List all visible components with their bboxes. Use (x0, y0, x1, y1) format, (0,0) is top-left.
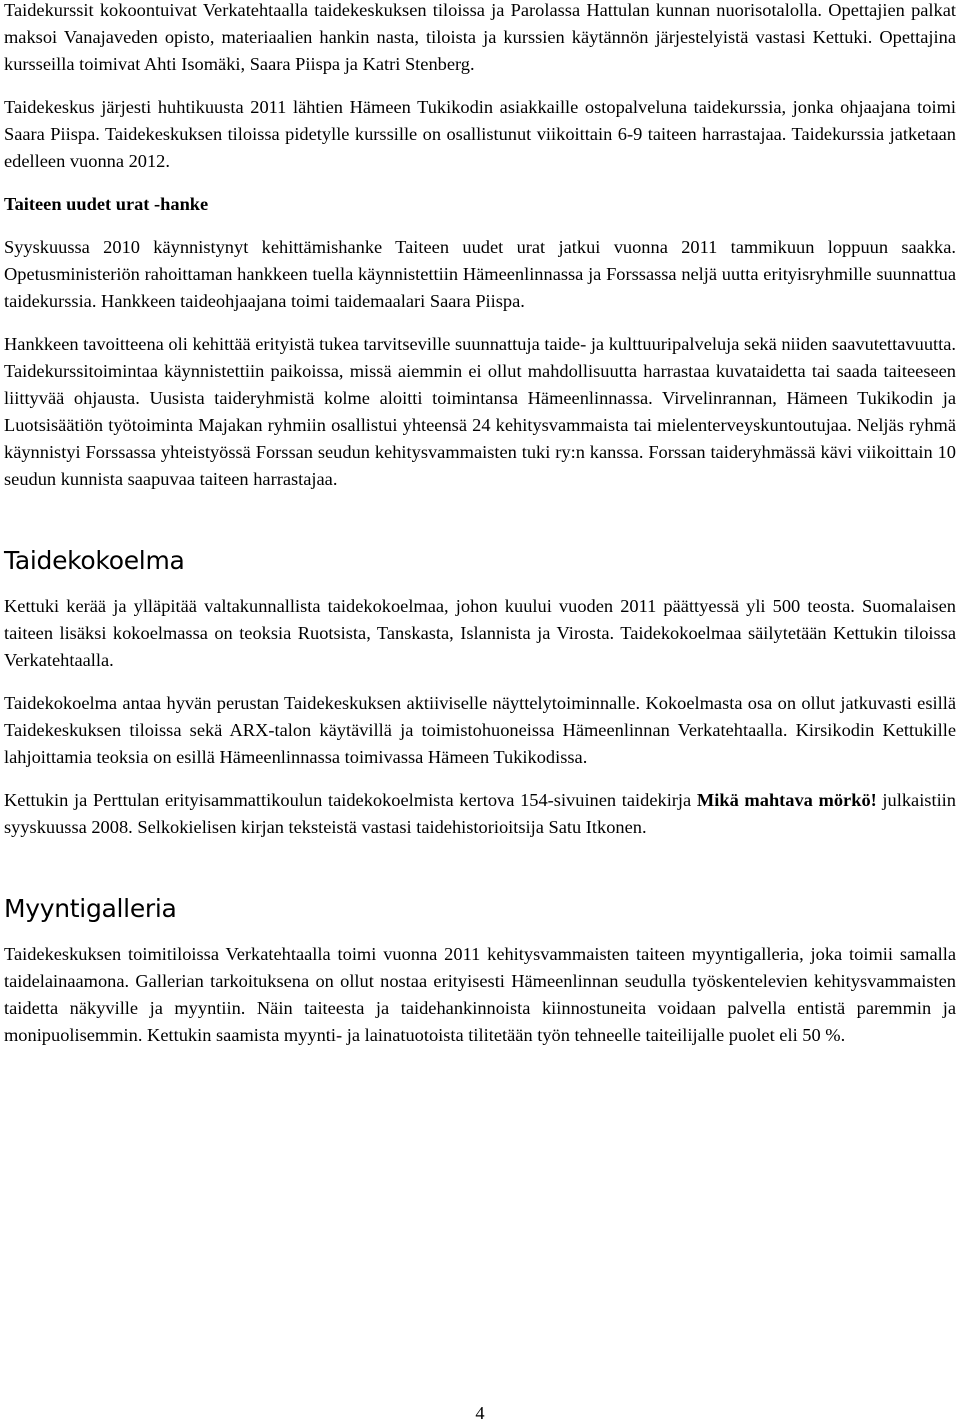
page-number: 4 (475, 1403, 485, 1423)
taidekokoelma-paragraph-1: Kettuki kerää ja ylläpitää valtakunnallista taidekokoelmaa, johon kuului vuoden 2011 päättyessä yli 500 teosta. Suomalaisen taiteen lisäksi kokoelmassa on teoksia Ruotsista, Tanskasta, Islannista ja Virosta. Taidekokoelmaa säilytetään Kettukin tiloissa Verkatehtaalla. (4, 596, 956, 670)
book-title: Mikä mahtava mörkö! (696, 790, 877, 810)
section-heading-taidekokoelma: Taidekokoelma (4, 546, 185, 575)
taidekokoelma-paragraph-2: Taidekokoelma antaa hyvän perustan Taidekeskuksen aktiiviselle näyttelytoiminnalle. Kokoelmasta osa on ollut jatkuvasti esillä Taidekeskuksen tiloissa sekä ARX-talon käytävillä ja toimistohuoneissa Hämeenlinnan Verkatehtaalla. Kirsikodin Kettukille lahjoittamia teoksia on esillä Hämeenlinnassa toimivassa Hämeen Tukikodissa. (4, 693, 956, 767)
intro-paragraph-1: Taidekurssit kokoontuivat Verkatehtaalla taidekeskuksen tiloissa ja Parolassa Hattulan kunnan nuorisotalolla. Opettajien palkat maksoi Vanajaveden opisto, materiaalien hankin nasta, tiloista ja kurssien käytännön järjestelyistä vastasi Kettuki. Opettajina kursseilla toimivat Ahti Isomäki, Saara Piispa ja Katri Stenberg. (4, 0, 956, 74)
taiteen-uudet-urat-paragraph-1: Syyskuussa 2010 käynnistynyt kehittämishanke Taiteen uudet urat jatkui vuonna 2011 tammikuun loppuun saakka. Opetusministeriön rahoittaman hankkeen tuella käynnistettiin Hämeenlinnassa ja Forssassa neljä uutta erityisryhmille suunnattua taidekurssia. Hankkeen taideohjaajana toimi taidemaalari Saara Piispa. (4, 237, 956, 311)
section-heading-taiteen-uudet-urat: Taiteen uudet urat -hanke (4, 194, 209, 214)
book-release-text: julkaistiin syyskuussa 2008. Selkokielisen kirjan teksteistä vastasi taidehistorioitsija Satu Itkonen. (4, 790, 956, 837)
taiteen-uudet-urat-paragraph-2: Hankkeen tavoitteena oli kehittää erityistä tukea tarvitseville suunnattuja taide- ja kulttuuripalveluja sekä niiden saavutettavuutta. Taidekurssitoimintaa käynnistettiin paikoissa, missä aiemmin ei ollut mahdollisuutta harrastaa kuvataidetta tai saada taiteeseen liittyvää ohjausta. Uusista taideryhmistä kolme aloitti toimintansa Hämeenlinnassa. Virvelinrannan, Hämeen Tukikodin ja Luotsisäätiön työtoiminta Majakan ryhmiin osallistui yhteensä 24 kehitysvammaista tai mielenterveyskuntoutujaa. Neljäs ryhmä käynnistyi Forssassa yhteistyössä Forssan seudun kehitysvammaisten tuki ry:n kanssa. Forssan taideryhmässä kävi viikoittain 10 seudun kunnista saapuvaa taiteen harrastajaa. (4, 334, 956, 489)
myyntigalleria-paragraph-1: Taidekeskuksen toimitiloissa Verkatehtaalla toimi vuonna 2011 kehitysvammaisten taiteen myyntigalleria, joka toimii samalla taidelainaamona. Gallerian tarkoituksena on ollut nostaa erityisesti Hämeenlinnan seudulla työskentelevien kehitysvammaisten taidetta näkyville ja myyntiin. Näin taiteesta ja taidehankinnoista kiinnostuneita voidaan palvella entistä paremmin ja monipuolisemmin. Kettukin saamista myynti- ja lainatuotoista tilitetään työn tehneelle taiteilijalle puolet eli 50 %. (4, 944, 956, 1045)
taidekokoelma-paragraph-3 (4, 787, 956, 841)
book-intro-text: Kettukin ja Perttulan erityisammattikoulun taidekokoelmista kertova 154-sivuinen taidekirja (4, 790, 697, 810)
section-heading-myyntigalleria: Myyntigalleria (4, 894, 177, 923)
intro-paragraph-2: Taidekeskus järjesti huhtikuusta 2011 lähtien Hämeen Tukikodin asiakkaille ostopalveluna taidekurssia, jonka ohjaajana toimi Saara Piispa. Taidekeskuksen tiloissa pidetylle kurssille on osallistunut viikoittain 6-9 taiteen harrastajaa. Taidekurssia jatketaan edelleen vuonna 2012. (4, 97, 956, 171)
document-page (4, 0, 956, 1049)
